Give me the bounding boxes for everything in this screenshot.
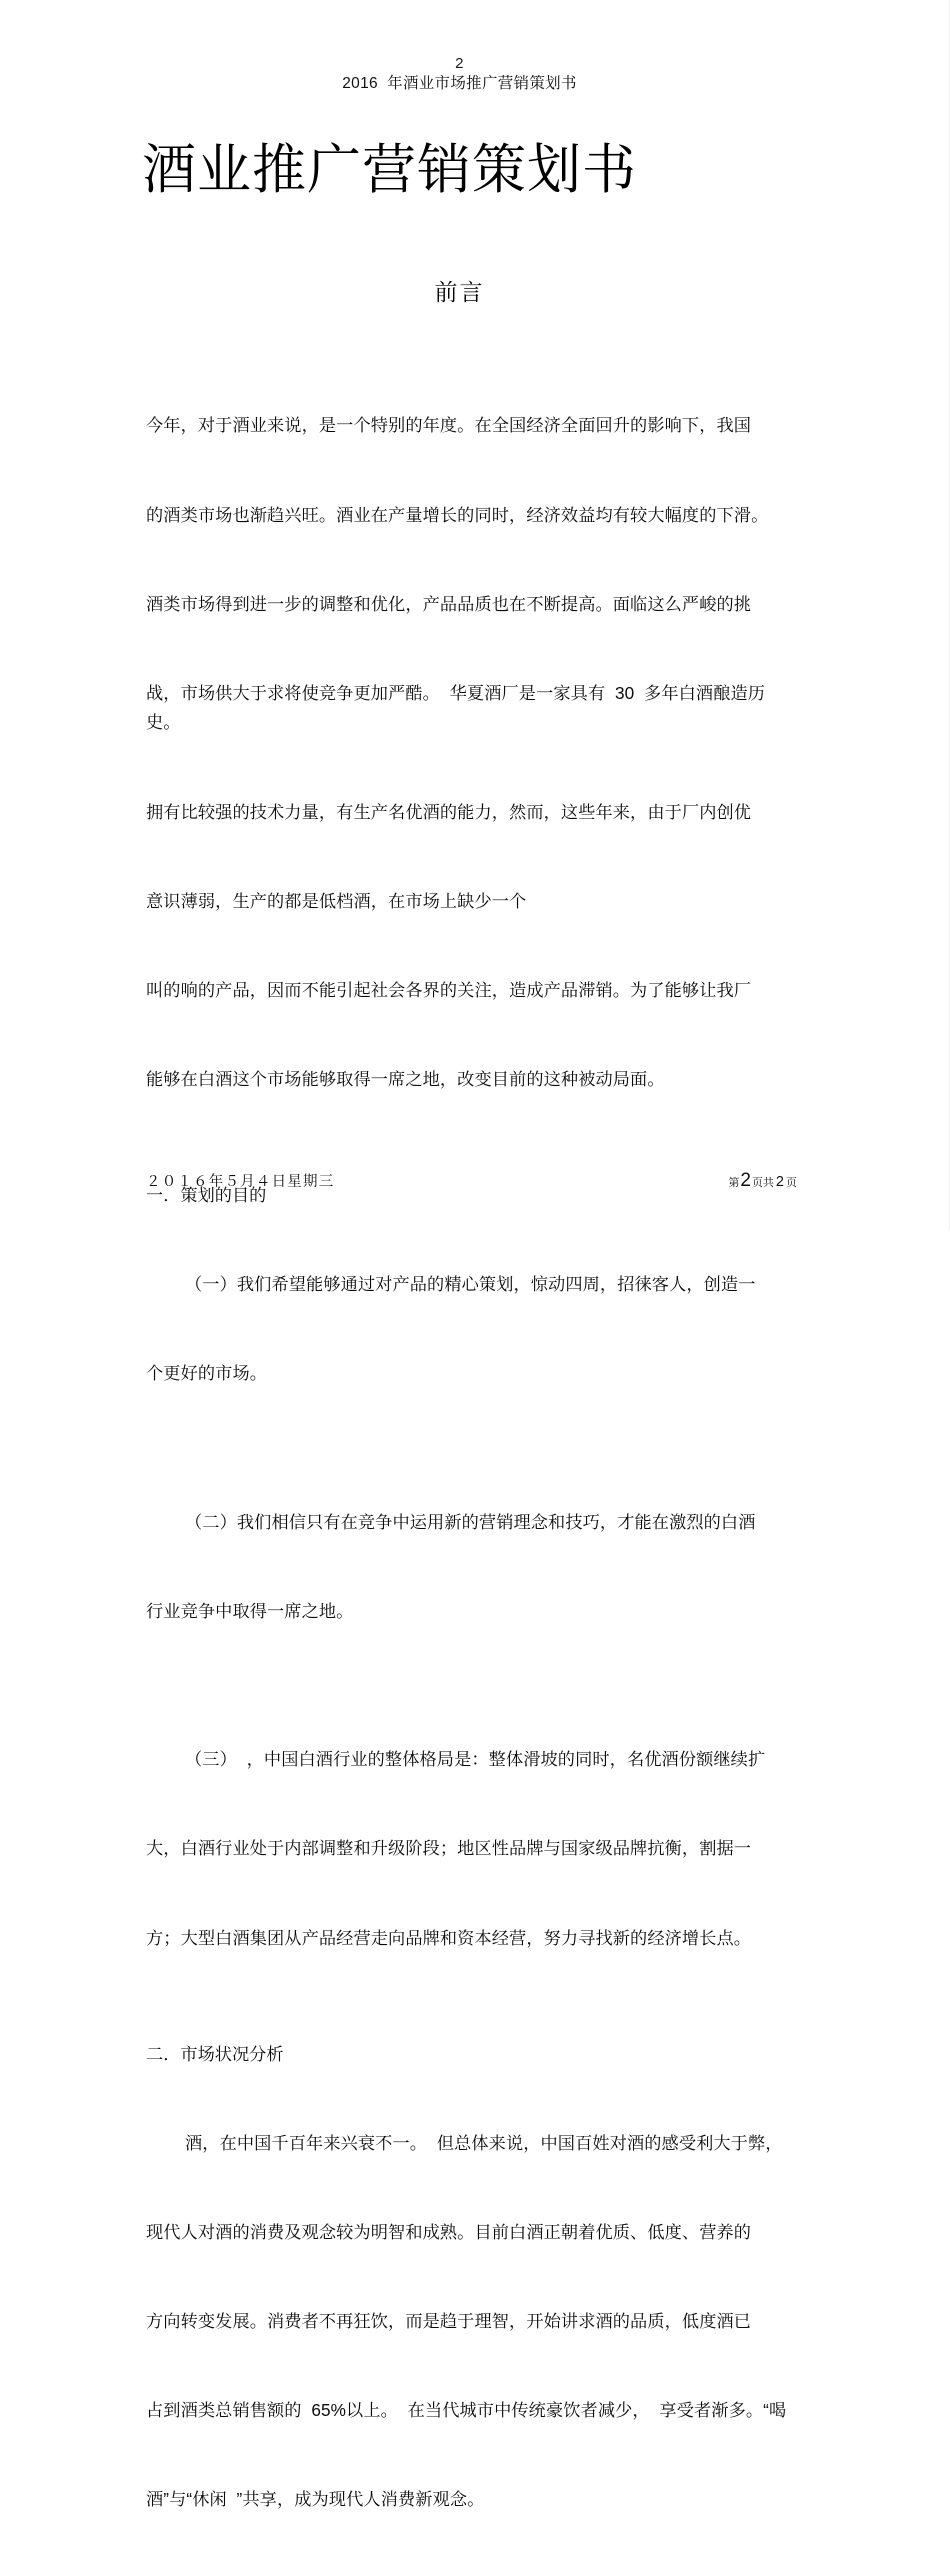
section-item-line: （三） ，中国白酒行业的整体格局是：整体滑坡的同时，名优酒份额继续扩 (146, 1749, 766, 1770)
section-item-line: 大，白酒行业处于内部调整和升级阶段；地区性品牌与国家级品牌抗衡，割据一 (146, 1838, 752, 1859)
preface-line: 酒类市场得到进一步的调整和优化，产品品质也在不断提高。面临这么严峻的挑 (146, 593, 752, 614)
page-footer (146, 1170, 797, 1192)
footer-page-suffix: 页 (786, 1177, 797, 1189)
section-item-line: 占到酒类总销售额的 65%以上。 在当代城市中传统豪饮者减少， 享受者渐多。“喝 (146, 2400, 787, 2421)
section-heading: 一．策划的目的 (146, 1184, 267, 1205)
preface-line: 意识薄弱，生产的都是低档酒，在市场上缺少一个 (146, 890, 527, 911)
header-page-marker: 2 (455, 55, 464, 72)
document-title: 酒业推广营销策划书 (142, 140, 637, 200)
document-body (146, 352, 798, 2574)
footer-page-mid: 页共 (751, 1177, 774, 1189)
section-item (146, 2069, 798, 2574)
footer-page-total: 2 (775, 1174, 784, 1190)
preface-line: 战，市场供大于求将使竞争更加严酷。 华夏酒厂是一家具有 30 多年白酒酿造历史。 (146, 682, 766, 733)
section-item-line: 个更好的市场。 (146, 1363, 268, 1384)
section-item-line: 方；大型白酒集团从产品经营走向品牌和资本经营，努力寻找新的经济增长点。 (146, 1927, 752, 1948)
section-item-line: 酒”与“休闲 ”共享，成为现代人消费新观念。 (146, 2489, 485, 2510)
document-subtitle: 前言 (434, 279, 485, 305)
preface-paragraph (146, 352, 798, 1154)
preface-line: 的酒类市场也渐趋兴旺。酒业在产量增长的同时，经济效益均有较大幅度的下滑。 (146, 504, 769, 525)
section-item (146, 1686, 798, 2013)
page-header (0, 56, 919, 92)
preface-line: 今年，对于酒业来说，是一个特别的年度。在全国经济全面回升的影响下，我国 (146, 415, 752, 436)
section-heading: 二．市场状况分析 (146, 2043, 284, 2064)
preface-line: 拥有比较强的技术力量，有生产名优酒的能力，然而，这些年来，由于厂内创优 (146, 801, 752, 822)
section-item-line: 现代人对酒的消费及观念较为明智和成熟。目前白酒正朝着优质、低度、营养的 (146, 2221, 752, 2242)
footer-date: ２０１６年５月４日星期三 (146, 1174, 335, 1190)
preface-line: 叫的响的产品，因而不能引起社会各界的关注，造成产品滞销。为了能够让我厂 (146, 979, 752, 1000)
section-item-line: 行业竞争中取得一席之地。 (146, 1600, 354, 1621)
section-item (146, 1448, 798, 1686)
section-item-line: 方向转变发展。消费者不再狂饮，而是趋于理智，开始讲求酒的品质，低度酒已 (146, 2311, 752, 2331)
section-item-line: （二）我们相信只有在竞争中运用新的营销理念和技巧，才能在激烈的白酒 (146, 1511, 756, 1532)
footer-page-count (728, 1170, 797, 1192)
footer-page-current: 2 (740, 1170, 751, 1191)
preface-line: 能够在白酒这个市场能够取得一席之地，改变目前的这种被动局面。 (146, 1068, 665, 1089)
section-item-line: （一）我们希望能够通过对产品的精心策划，惊动四周，招徕客人，创造一 (146, 1274, 756, 1295)
footer-page-prefix: 第 (728, 1177, 740, 1189)
section-item-line: 酒，在中国千百年来兴衰不一。 但总体来说，中国百姓对酒的感受利大于弊， (146, 2132, 783, 2153)
header-running-title: 2016 年酒业市场推广营销策划书 (342, 75, 577, 92)
section-item (146, 1211, 798, 1449)
